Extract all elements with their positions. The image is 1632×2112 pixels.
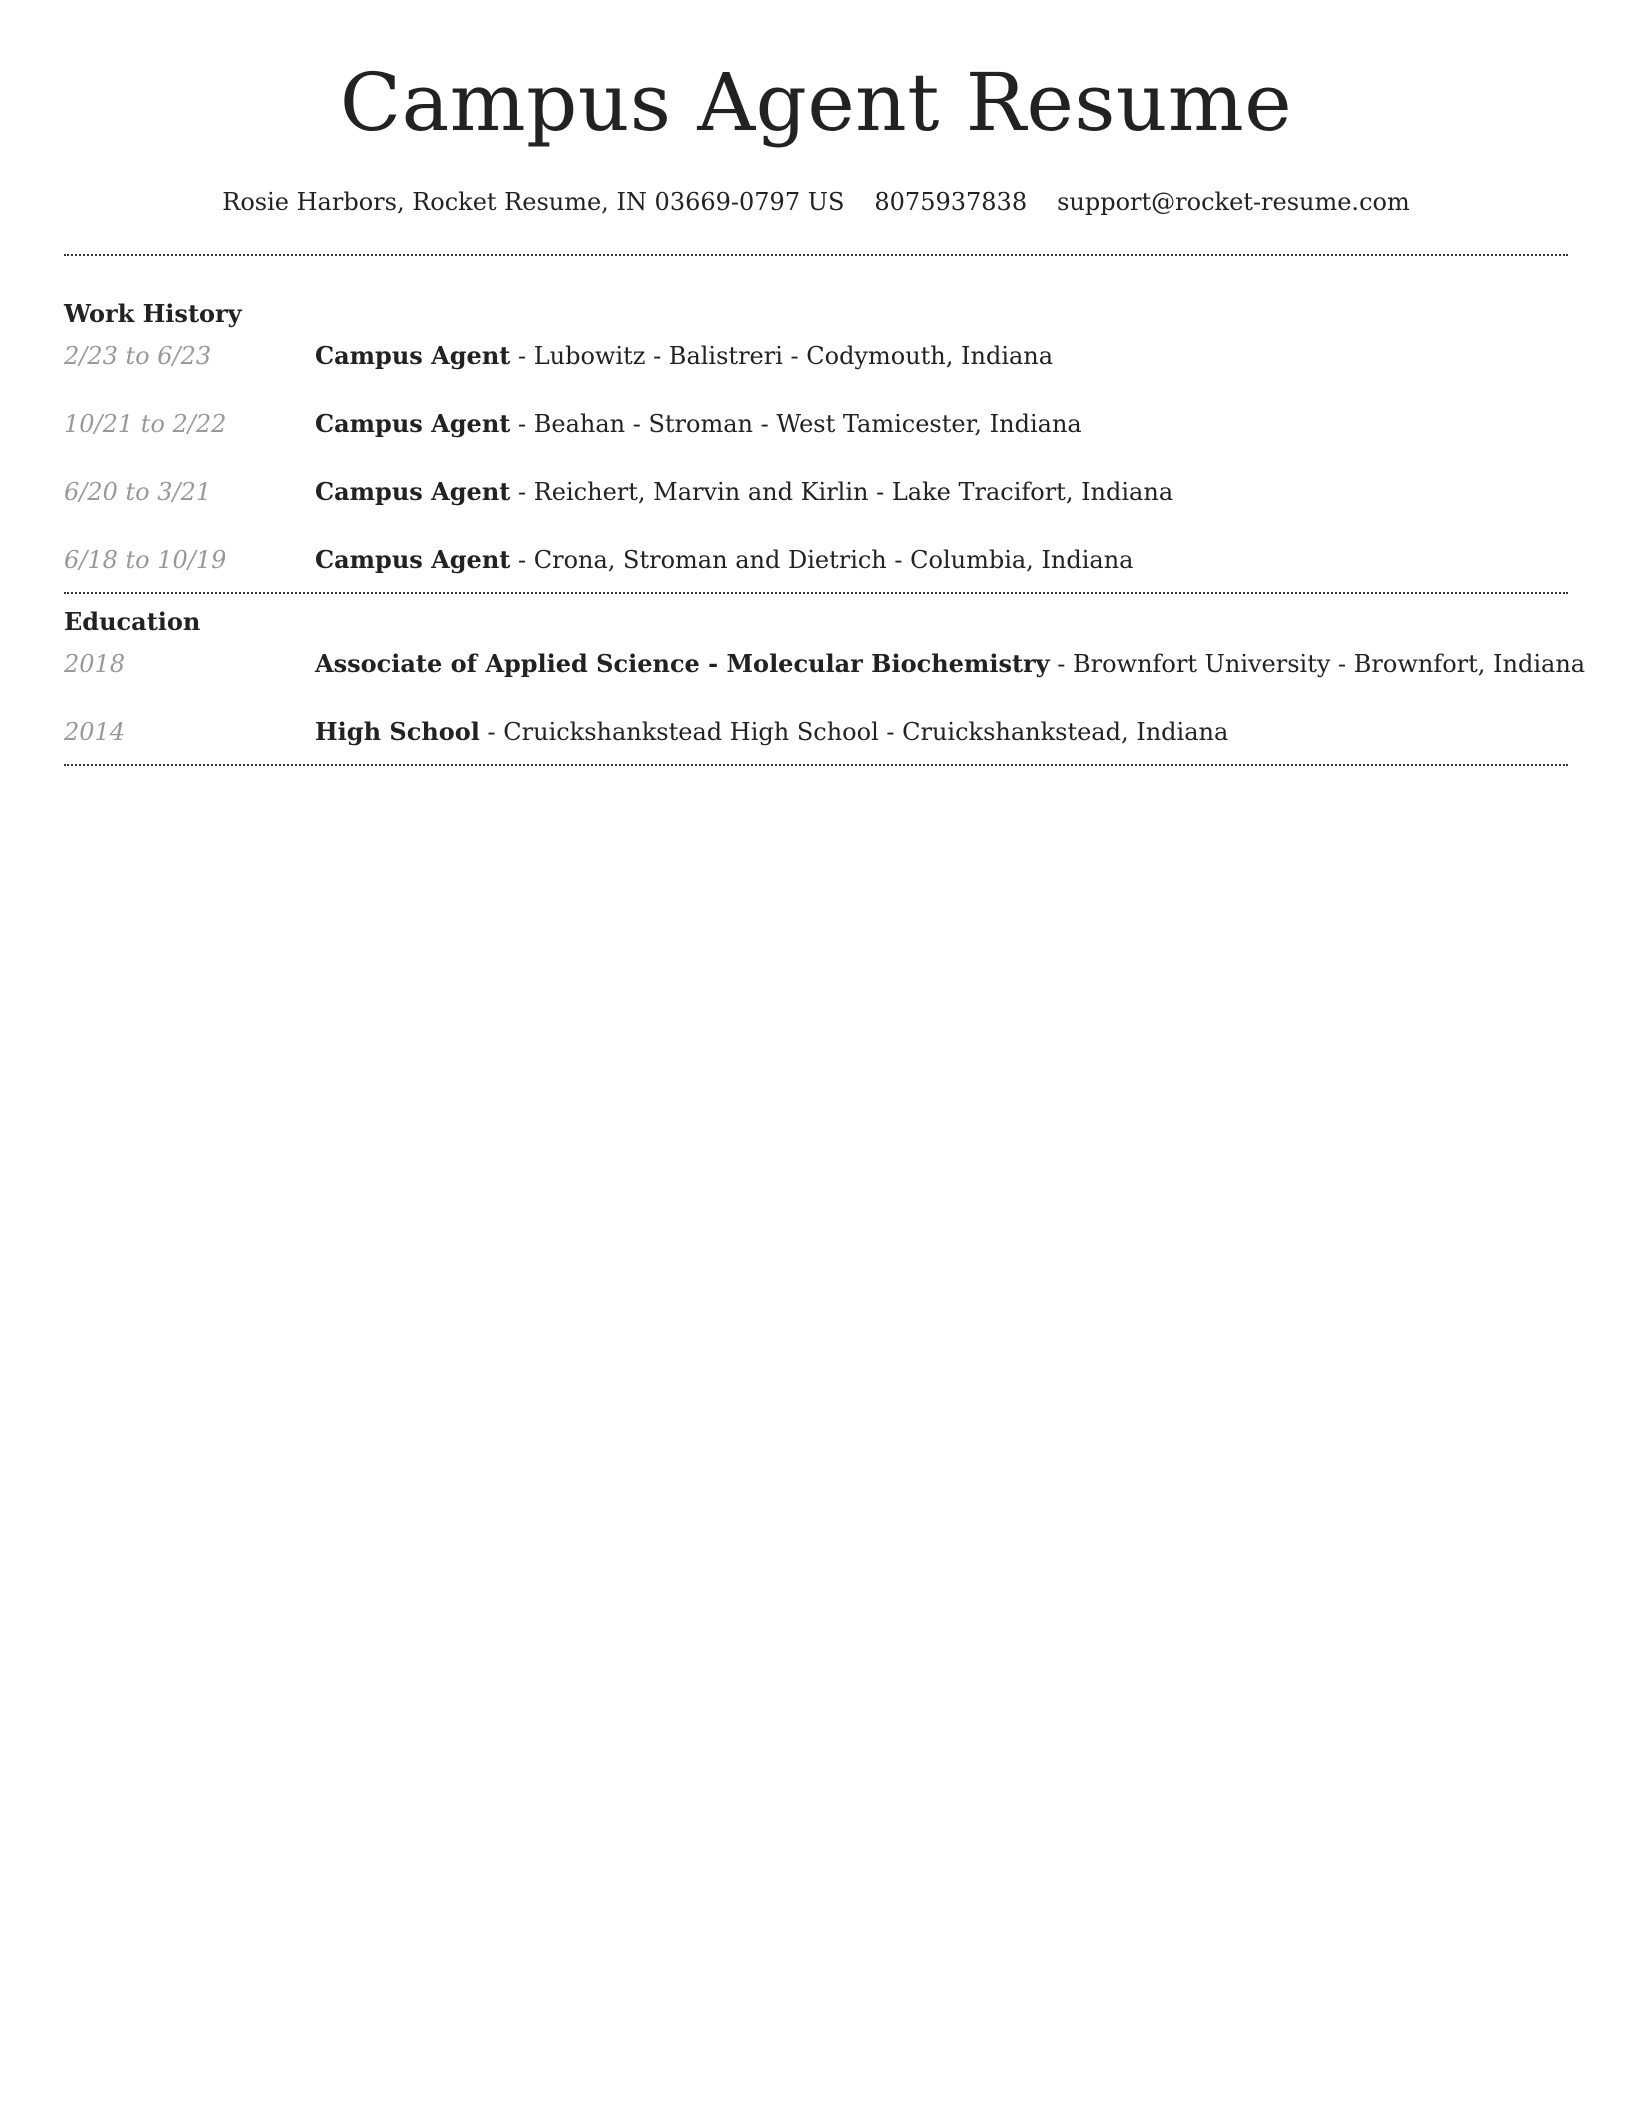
contact-line	[64, 186, 1568, 218]
work-date: 6/20 to 3/21	[64, 478, 212, 506]
work-employer-location: - Reichert, Marvin and Kirlin - Lake Tracifort, Indiana	[510, 478, 1174, 506]
education-degree: High School	[315, 717, 480, 746]
education-heading: Education	[64, 607, 201, 636]
work-history-list	[64, 330, 1568, 592]
work-history-heading: Work History	[64, 299, 242, 328]
education-school-location: - Cruickshankstead High School - Cruickshankstead, Indiana	[479, 718, 1229, 746]
work-date: 6/18 to 10/19	[64, 546, 227, 574]
work-details	[315, 408, 1082, 440]
work-employer-location: - Beahan - Stroman - West Tamicester, Indiana	[510, 410, 1082, 438]
education-divider	[64, 764, 1568, 766]
work-role: Campus Agent	[315, 545, 511, 574]
work-employer-location: - Crona, Stroman and Dietrich - Columbia, Indiana	[510, 546, 1134, 574]
education-date: 2014	[64, 718, 126, 746]
education-section	[64, 594, 1586, 764]
contact-email: support@rocket-resume.com	[1057, 188, 1410, 216]
work-details	[315, 340, 1053, 372]
work-details	[315, 476, 1173, 508]
work-role: Campus Agent	[315, 409, 511, 438]
work-employer-location: - Lubowitz - Balistreri - Codymouth, Indiana	[510, 342, 1054, 370]
work-entry	[64, 408, 1568, 476]
work-date: 10/21 to 2/22	[64, 410, 227, 438]
work-history-section	[64, 256, 1568, 592]
work-details	[315, 544, 1134, 576]
education-details	[315, 716, 1228, 748]
education-details	[315, 648, 1585, 680]
education-entry	[64, 716, 1568, 764]
contact-phone: 8075937838	[874, 188, 1028, 216]
work-role: Campus Agent	[315, 477, 511, 506]
work-role: Campus Agent	[315, 341, 511, 370]
education-school-location: - Brownfort University - Brownfort, Indiana	[1049, 650, 1586, 678]
work-entry	[64, 476, 1568, 544]
work-entry	[64, 340, 1568, 408]
contact-address: Rosie Harbors, Rocket Resume, IN 03669-0797 US	[222, 188, 845, 216]
work-date: 2/23 to 6/23	[64, 342, 212, 370]
education-degree: Associate of Applied Science - Molecular Biochemistry	[315, 649, 1050, 678]
resume-title: Campus Agent Resume	[339, 56, 1293, 149]
education-entry	[64, 648, 1586, 716]
work-entry	[64, 544, 1568, 592]
education-list	[64, 638, 1586, 764]
education-date: 2018	[64, 650, 126, 678]
